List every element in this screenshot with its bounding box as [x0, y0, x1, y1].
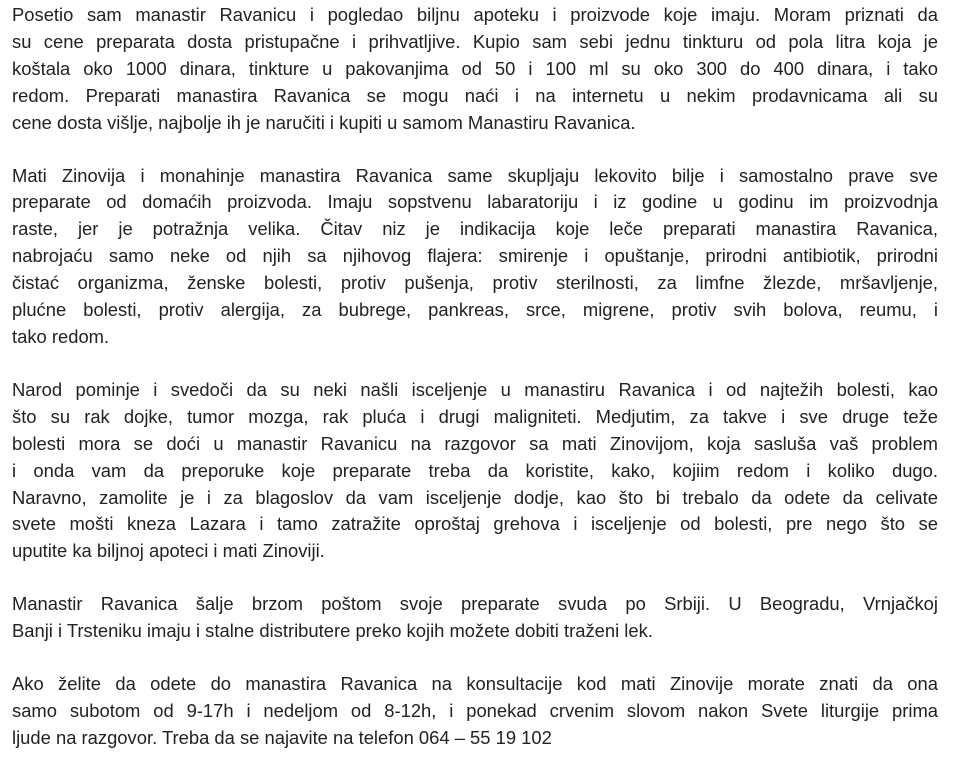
- text-line: i onda vam da preporuke koje preparate treba da koristite, kako, kojiim redom i koliko dugo.: [12, 459, 938, 481]
- text-line: nabrojaću samo neke od njih sa njihovog flajera: smirenje i opuštanje, prirodni antibiotik, prirodni: [12, 245, 938, 267]
- paragraph-preparations: [12, 163, 938, 351]
- text-line: svete mošti kneza Lazara i tamo zatražite oproštaj grehova i isceljenje od bolesti, pre nego što se: [12, 513, 938, 535]
- paragraph-healing: [12, 377, 938, 565]
- paragraph-visit: [12, 2, 938, 137]
- text-line: samo subotom od 9-17h i nedeljom od 8-12h, i ponekad crvenim slovom nakon Svete liturgije prima: [12, 699, 938, 721]
- article-body: [12, 2, 938, 752]
- text-line: koštala oko 1000 dinara, tinkture u pakovanjima od 50 i 100 ml su oko 300 do 400 dinara, i tako: [12, 57, 938, 79]
- paragraph-shipping: [12, 591, 938, 645]
- text-line: Banji i Trsteniku imaju i stalne distributere preko kojih možete dobiti traženi lek.: [12, 620, 653, 642]
- text-line: Ako želite da odete do manastira Ravanica na konsultacije kod mati Zinovije morate znati da ona: [12, 673, 938, 695]
- text-line: tako redom.: [12, 325, 110, 347]
- text-line: uputite ka biljnoj apoteci i mati Zinoviji.: [12, 540, 325, 562]
- text-line: Posetio sam manastir Ravanicu i pogledao biljnu apoteku i proizvode koje imaju. Moram priznati da: [12, 4, 938, 25]
- text-line: preparate od domaćih proizvoda. Imaju sopstvenu labaratoriju i iz godine u godinu im proizvodnja: [12, 191, 938, 213]
- paragraph-consultation: [12, 671, 938, 752]
- text-line: Naravno, zamolite je i za blagoslov da vam isceljenje dodje, kao što bi trebalo da odete da celivate: [12, 486, 938, 508]
- text-line: cene dosta višlje, najbolje ih je naručiti i kupiti u samom Manastiru Ravanica.: [12, 111, 636, 133]
- text-line: što su rak dojke, tumor mozga, rak pluća i drugi maligniteti. Medjutim, za takve i sve druge teže: [12, 405, 938, 427]
- text-line: ljude na razgovor. Treba da se najavite na telefon 064 – 55 19 102: [12, 726, 552, 748]
- text-line: čistać organizma, ženske bolesti, protiv pušenja, protiv sterilnosti, za limfne žlezde, mršavljenje,: [12, 272, 938, 294]
- text-line: Narod pominje i svedoči da su neki našli isceljenje u manastiru Ravanica i od najtežih bolesti, kao: [12, 378, 938, 400]
- text-line: su cene preparata dosta pristupačne i prihvatljive. Kupio sam sebi jednu tinkturu od pola litra koja je: [12, 30, 938, 52]
- text-line: bolesti mora se doći u manastir Ravanicu na razgovor sa mati Zinovijom, koja sasluša vaš problem: [12, 432, 938, 454]
- text-line: Manastir Ravanica šalje brzom poštom svoje preparate svuda po Srbiji. U Beogradu, Vrnjačkoj: [12, 593, 938, 615]
- text-line: raste, jer je potražnja velika. Čitav niz je indikacija koje leče preparati manastira Ravanica,: [12, 218, 938, 240]
- text-line: plućne bolesti, protiv alergija, za bubrege, pankreas, srce, migrene, protiv svih bolova, reumu, i: [12, 299, 938, 321]
- text-line: Mati Zinovija i monahinje manastira Ravanica same skupljaju lekovito bilje i samostalno prave sve: [12, 164, 938, 186]
- text-line: redom. Preparati manastira Ravanica se mogu naći i na internetu u nekim prodavnicama ali su: [12, 84, 938, 106]
